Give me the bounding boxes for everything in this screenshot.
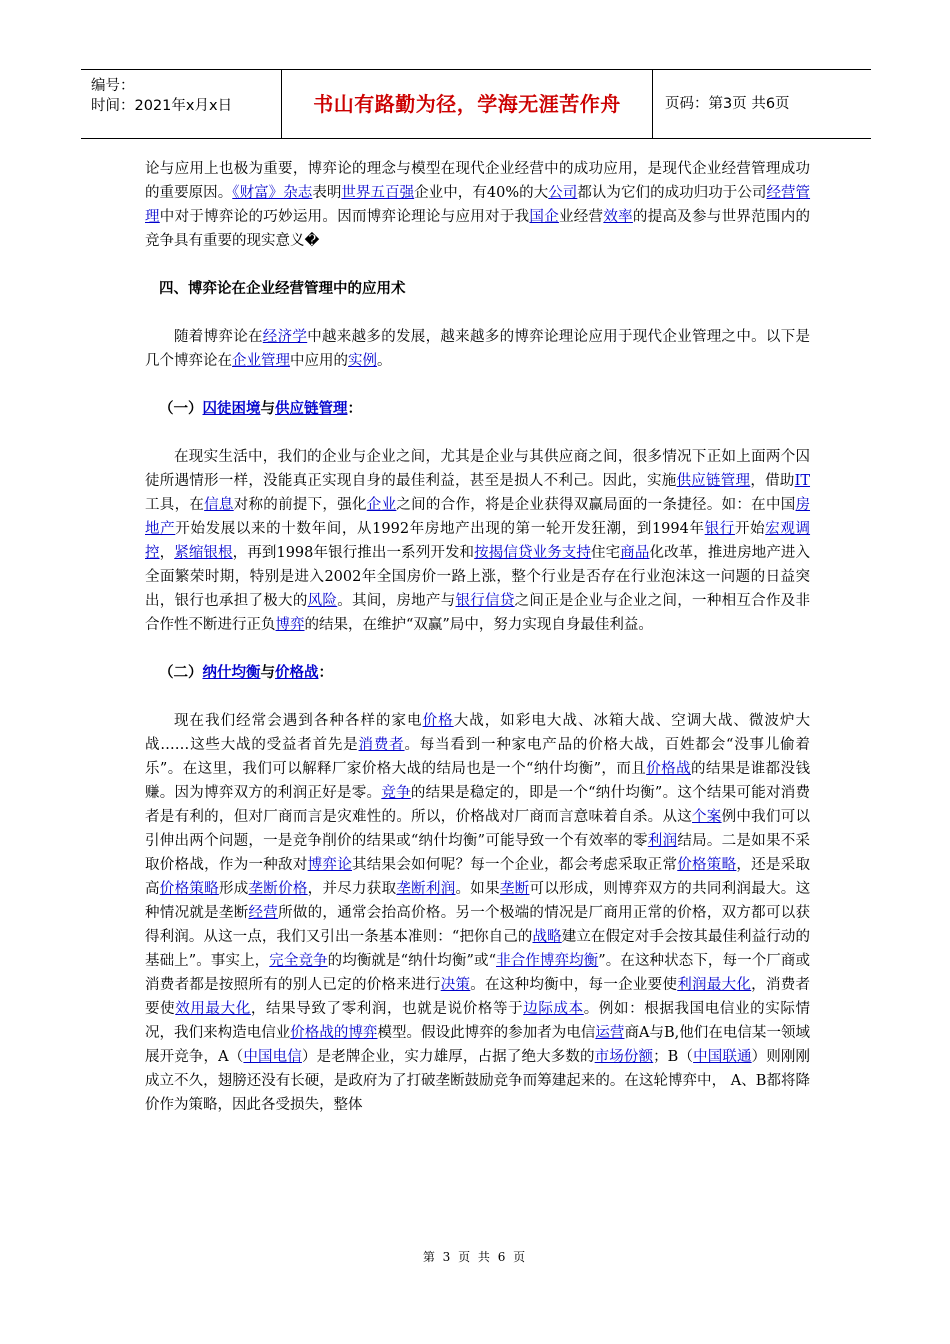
link-profit[interactable]: 利润 bbox=[647, 833, 678, 849]
paragraph-price-war: 现在我们经常会遇到各种各样的家电价格大战，如彩电大战、冰箱大战、空调大战、微波炉大战……这些大战的受益者首先是消费者。每当看到一种家电产品的价格大战，百姓都会“没事儿偷着乐”。在这里，我们可以解释厂家价格大战的结局也是一个“纳什均衡”，而且价格战的结果是谁都没钱赚。因为博弈双方的利润正好是零。竞争的结果是稳定的，即是一个“纳什均衡”。这个结果可能对消费者是有利的，但对厂商而言是灾难性的。所以，价格战对厂商而言意味着自杀。从这个案例中我们可以引伸出两个问题，一是竞争削价的结果或“纳什均衡”可能导致一个有效率的零利润结局。二是如果不采取价格战，作为一种敌对博弈论其结果会如何呢？每一个企业，都会考虑采取正常价格策略，还是采取高价格策略形成垄断价格，并尽力获取垄断利润。如果垄断可以形成，则博弈双方的共同利润最大。这种情况就是垄断经营所做的，通常会抬高价格。另一个极端的情况是厂商用正常的价格，双方都可以获得利润。从这一点，我们又引出一条基本准则：“把你自己的战略建立在假定对手会按其最佳利益行动的基础上”。事实上，完全竞争的均衡就是“纳什均衡”或“非合作博弈均衡”。在这种状态下，每一个厂商或消费者都是按照所有的别人已定的价格来进行决策。在这种均衡中，每一企业要使利润最大化，消费者要使效用最大化，结果导致了零利润，也就是说价格等于边际成本。例如：根据我国电信业的实际情况，我们来构造电信业价格战的博弈模型。假设此博弈的参加者为电信运营商A与B,他们在电信某一领域展开竞争，A（中国电信）是老牌企业，实力雄厚，占据了绝大多数的市场份额；B（中国联通）则刚刚成立不久，翅膀还没有长硬，是政府为了打破垄断鼓励竞争而筹建起来的。在这轮博弈中， A、B都将降价作为策略，因此各受损失，整体 bbox=[145, 713, 811, 1113]
link-supply-chain-management[interactable]: 供应链管理 bbox=[275, 400, 348, 417]
subsection-heading-1: （一）囚徒困境与供应链管理： bbox=[159, 400, 362, 417]
link-monopoly-profit[interactable]: 垄断利润 bbox=[396, 881, 456, 897]
link-examples[interactable]: 实例 bbox=[348, 353, 377, 369]
link-game[interactable]: 博弈 bbox=[275, 617, 305, 633]
link-state-enterprise[interactable]: 国企 bbox=[529, 209, 559, 225]
link-supply-chain[interactable]: 供应链管理 bbox=[676, 473, 751, 489]
link-tighten-money[interactable]: 紧缩银根 bbox=[174, 545, 233, 561]
link-pricing-strategy[interactable]: 价格策略 bbox=[677, 857, 737, 873]
link-company[interactable]: 公司 bbox=[548, 185, 578, 201]
link-consumer[interactable]: 消费者 bbox=[358, 737, 405, 753]
link-enterprise[interactable]: 企业 bbox=[366, 497, 397, 513]
link-fortune-500[interactable]: 世界五百强 bbox=[341, 185, 415, 201]
link-business-management[interactable]: 经营管理 bbox=[145, 185, 811, 225]
link-operation[interactable]: 经营 bbox=[248, 905, 279, 921]
link-enterprise-management[interactable]: 企业管理 bbox=[232, 353, 290, 369]
paragraph-section4-intro: 随着博弈论在经济学中越来越多的发展，越来越多的博弈论理论应用于现代企业管理之中。以下是几个博弈论在企业管理中应用的实例。 bbox=[145, 329, 811, 369]
link-marginal-cost[interactable]: 边际成本 bbox=[523, 1001, 584, 1017]
link-economics[interactable]: 经济学 bbox=[262, 329, 308, 345]
link-china-telecom[interactable]: 中国电信 bbox=[243, 1049, 302, 1065]
header-page-cell bbox=[653, 70, 871, 138]
document-body bbox=[145, 157, 810, 1117]
link-profit-maximization[interactable]: 利润最大化 bbox=[677, 977, 752, 993]
link-mortgage-credit[interactable]: 按揭信贷业务支持 bbox=[474, 545, 592, 561]
link-nash-equilibrium[interactable]: 纳什均衡 bbox=[202, 664, 261, 681]
paragraph-supply-chain: 在现实生活中，我们的企业与企业之间，尤其是企业与其供应商之间，很多情况下正如上面两个囚徒所遇情形一样，没能真正实现自身的最佳利益，甚至是损人不利己。因此，实施供应链管理，借助IT工具，在信息对称的前提下，强化企业之间的合作，将是企业获得双赢局面的一条捷径。如：在中国房地产开始发展以来的十数年间，从1992年房地产出现的第一轮开发狂潮，到1994年银行开始宏观调控，紧缩银根，再到1998年银行推出一系列开发和按揭信贷业务支持住宅商品化改革，推进房地产进入全面繁荣时期，特别是进入2002年全国房价一路上涨，整个行业是否存在行业泡沫这一问题的日益突出，银行也承担了极大的风险。其间，房地产与银行信贷之间正是企业与企业之间，一种相互合作及非合作性不断进行正负博弈的结果，在维护“双赢”局中，努力实现自身最佳利益。 bbox=[145, 449, 811, 633]
link-fortune-magazine[interactable]: 《财富》杂志 bbox=[232, 185, 313, 201]
link-china-unicom[interactable]: 中国联通 bbox=[693, 1049, 752, 1065]
page-header bbox=[81, 69, 871, 139]
link-case[interactable]: 个案 bbox=[692, 809, 722, 825]
link-price-war-2[interactable]: 价格战 bbox=[646, 761, 692, 777]
link-prisoners-dilemma[interactable]: 囚徒困境 bbox=[202, 400, 261, 417]
link-commodity[interactable]: 商品 bbox=[620, 545, 650, 561]
link-price-war[interactable]: 价格战 bbox=[275, 664, 319, 681]
link-market-share[interactable]: 市场份额 bbox=[594, 1049, 654, 1065]
link-price[interactable]: 价格 bbox=[422, 713, 454, 729]
link-game-theory[interactable]: 博弈论 bbox=[307, 857, 352, 873]
link-efficiency[interactable]: 效率 bbox=[603, 209, 633, 225]
link-competition[interactable]: 竞争 bbox=[381, 785, 411, 801]
document-number-label: 编号： bbox=[91, 78, 135, 94]
document-date-label: 时间：2021年x月x日 bbox=[91, 98, 233, 114]
link-bank[interactable]: 银行 bbox=[704, 521, 735, 537]
link-real-estate[interactable]: 房地产 bbox=[145, 497, 811, 537]
page-footer: 第 3 页 共 6 页 bbox=[422, 1250, 528, 1264]
link-perfect-competition[interactable]: 完全竞争 bbox=[269, 953, 328, 969]
link-bank-credit[interactable]: 银行信贷 bbox=[455, 593, 515, 609]
link-noncooperative-equilibrium[interactable]: 非合作博弈均衡 bbox=[496, 953, 599, 969]
link-information[interactable]: 信息 bbox=[204, 497, 234, 513]
link-it[interactable]: IT bbox=[794, 473, 811, 489]
link-monopoly-price[interactable]: 垄断价格 bbox=[248, 881, 308, 897]
link-utility-maximization[interactable]: 效用最大化 bbox=[175, 1001, 251, 1017]
header-meta-cell bbox=[81, 70, 282, 138]
header-motto-cell bbox=[282, 70, 653, 138]
link-monopoly[interactable]: 垄断 bbox=[499, 881, 530, 897]
paragraph-intro-continued: 论与应用上也极为重要，博弈论的理念与模型在现代企业经营中的成功应用，是现代企业经营管理成功的重要原因。《财富》杂志表明世界五百强企业中，有40%的大公司都认为它们的成功归功于公司经营管理中对于博弈论的巧妙运用。因而博弈论理论与应用对于我国企业经营效率的提高及参与世界范围内的竞争具有重要的现实意义� bbox=[145, 161, 811, 249]
link-strategy[interactable]: 战略 bbox=[532, 929, 562, 945]
link-decision[interactable]: 决策 bbox=[440, 977, 471, 993]
link-macro-control[interactable]: 宏观调控 bbox=[145, 521, 811, 561]
header-motto: 书山有路勤为径，学海无涯苦作舟 bbox=[313, 92, 621, 116]
link-pricing-strategy-2[interactable]: 价格策略 bbox=[159, 881, 219, 897]
header-page-info: 页码：第3页 共6页 bbox=[665, 96, 790, 112]
link-price-war-game[interactable]: 价格战的博弈 bbox=[290, 1025, 378, 1041]
subsection-heading-2: （二）纳什均衡与价格战： bbox=[159, 664, 333, 681]
link-risk[interactable]: 风险 bbox=[307, 593, 338, 609]
section-heading-4: 四、博弈论在企业经营管理中的应用术 bbox=[159, 280, 406, 297]
link-operator[interactable]: 运营 bbox=[595, 1025, 625, 1041]
